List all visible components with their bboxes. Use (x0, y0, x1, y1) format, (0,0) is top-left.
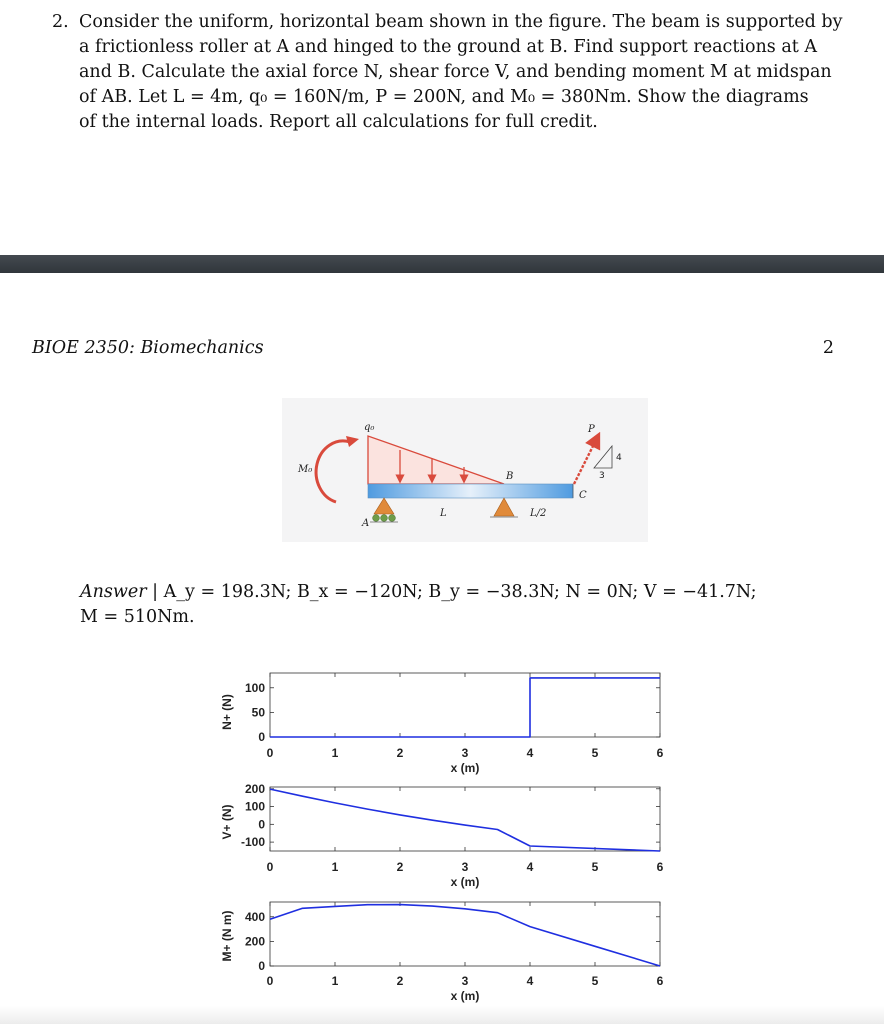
y-tick-label: 0 (258, 730, 265, 744)
l2-label: L/2 (530, 508, 547, 519)
y-tick-label: 200 (244, 781, 265, 796)
problem-line-3: and B. Calculate the axial force N, shear force V, and bending moment M at midspan (79, 62, 832, 82)
x-axis-label: x (m) (450, 989, 480, 1003)
p-label: P (588, 424, 595, 435)
x-tick-label: 3 (461, 746, 469, 760)
shear-force-plot (220, 782, 664, 889)
x-tick-label: 5 (591, 974, 599, 988)
problem-line-4: of AB. Let L = 4m, q₀ = 160N/m, P = 200N, and M₀ = 380Nm. Show the diagrams (79, 87, 809, 107)
m0-label: M₀ (298, 464, 313, 475)
y-tick-label: 0 (258, 959, 265, 973)
x-tick-label: 6 (656, 746, 664, 760)
x-axis-label: x (m) (450, 875, 480, 889)
y-tick-label: 50 (251, 705, 265, 720)
axial-force-plot (220, 673, 664, 775)
plot-frame (270, 673, 660, 737)
y-tick-label: -100 (240, 835, 265, 850)
x-tick-label: 2 (396, 974, 404, 988)
x-tick-label: 0 (266, 746, 274, 760)
x-tick-label: 2 (396, 860, 404, 874)
y-tick-label: 200 (244, 934, 265, 949)
answer-line-2: M = 510Nm. (80, 607, 195, 627)
l-label: L (440, 508, 447, 519)
y-axis-label: V+ (N) (220, 804, 234, 840)
problem-line-1: Consider the uniform, horizontal beam shown in the figure. The beam is supported by (79, 12, 843, 32)
plot-frame (270, 902, 660, 966)
plot-frame (270, 787, 660, 851)
page-number: 2 (822, 338, 834, 358)
slope-4-label: 4 (616, 453, 622, 463)
x-tick-label: 4 (526, 746, 534, 760)
q0-label: q₀ (364, 422, 375, 433)
x-tick-label: 1 (331, 746, 339, 760)
x-tick-label: 3 (461, 860, 469, 874)
y-axis-label: M+ (N m) (220, 910, 234, 962)
bending-moment-plot (220, 902, 664, 1003)
answer-line-1: | A_y = 198.3N; B_x = −120N; B_y = −38.3N; N = 0N; V = −41.7N; (152, 582, 757, 602)
y-axis-label: N+ (N) (220, 694, 234, 730)
b-label: B (506, 471, 514, 482)
a-label: A (362, 518, 370, 529)
x-tick-label: 4 (526, 974, 534, 988)
x-axis-label: x (m) (450, 761, 480, 775)
bottom-fade (0, 1006, 884, 1024)
course-header: BIOE 2350: Biomechanics (32, 338, 264, 358)
x-tick-label: 1 (331, 860, 339, 874)
x-tick-label: 0 (266, 974, 274, 988)
slope-3-label: 3 (599, 471, 605, 481)
x-tick-label: 6 (656, 860, 664, 874)
y-tick-label: 100 (244, 680, 265, 695)
problem-number: 2. (52, 12, 69, 32)
x-tick-label: 5 (591, 860, 599, 874)
problem-line-5: of the internal loads. Report all calculations for full credit. (79, 112, 598, 132)
y-tick-label: 0 (258, 817, 265, 832)
x-tick-label: 2 (396, 746, 404, 760)
x-tick-label: 5 (591, 746, 599, 760)
problem-line-2: a frictionless roller at A and hinged to the ground at B. Find support reactions at A (79, 37, 817, 57)
answer-label: Answer (80, 582, 147, 602)
y-tick-label: 400 (244, 909, 265, 924)
x-tick-label: 1 (331, 974, 339, 988)
x-tick-label: 0 (266, 860, 274, 874)
y-tick-label: 100 (244, 799, 265, 814)
c-label: C (579, 490, 587, 501)
x-tick-label: 6 (656, 974, 664, 988)
x-tick-label: 3 (461, 974, 469, 988)
x-tick-label: 4 (526, 860, 534, 874)
